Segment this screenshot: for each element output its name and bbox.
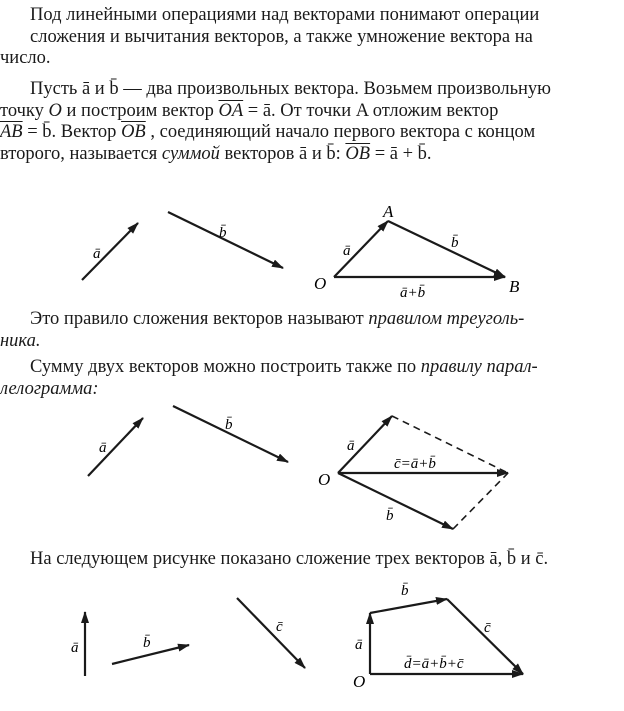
paragraph-three-vectors — [0, 549, 612, 571]
vector-b-label: b̄ — [225, 417, 233, 433]
vector-b-label: b̄ — [219, 225, 227, 241]
paragraph-linear-operations — [0, 5, 612, 70]
text-line — [0, 309, 612, 331]
point-a-label: A — [383, 202, 394, 221]
vector-a-label: ā — [71, 640, 79, 656]
vector-ab: $\overline{AB}$ — [0, 122, 23, 142]
triangle-ab-arrow — [388, 221, 505, 277]
text-line: ника. — [0, 330, 41, 351]
vector-b-label: b̄ — [143, 635, 151, 651]
text-fragment: второго, называется — [0, 143, 158, 164]
figure-triangle-rule — [0, 200, 624, 305]
text-fragment: векторов ā и b̄: — [224, 143, 341, 164]
text-line: Пусть ā и b̄ — два произвольных вектора. Возьмем произвольную — [30, 79, 551, 99]
triangle-a-label: ā — [343, 243, 351, 259]
figure-three-vectors — [0, 572, 624, 711]
parallelogram-dashed-side — [453, 473, 508, 529]
vector-oa: $\overline{OA}$ — [218, 100, 244, 121]
term-sum: суммой — [161, 143, 220, 164]
text-fragment: Это правило сложения векторов называют — [30, 309, 364, 329]
parallelogram-a-label: ā — [347, 438, 355, 454]
point-o-label: O — [353, 672, 366, 691]
chain-a-label: ā — [355, 637, 363, 653]
text-line: На следующем рисунке показано сложение трех векторов ā, b̄ и c̄. — [30, 549, 549, 569]
text-line — [0, 357, 612, 379]
point-b-label: B — [509, 277, 520, 296]
text-line: сложения и вычитания векторов, а также умножение вектора на — [30, 26, 533, 47]
text-fragment: точку — [0, 100, 44, 121]
figure-parallelogram-rule — [0, 398, 624, 540]
text-line — [0, 101, 612, 123]
text-line: лелограмма: — [0, 378, 99, 399]
vector-c-label: c̄ — [276, 619, 283, 635]
chain-b-arrow — [370, 599, 447, 613]
chain-b-label: b̄ — [401, 583, 409, 599]
vector-ob: $\overline{OB}$ — [345, 143, 371, 164]
paragraph-triangle-rule — [0, 309, 612, 352]
vector-a-label: ā — [99, 440, 107, 456]
vector-b-arrow — [112, 645, 189, 664]
chain-sum-label: d̄=ā+b̄+c̄ — [404, 656, 464, 672]
text-fragment: , соединяющий начало первого вектора с концом — [150, 122, 536, 142]
chain-c-label: c̄ — [484, 620, 491, 636]
point-o-label: O — [314, 274, 327, 293]
parallelogram-sum-label: c̄=ā+b̄ — [394, 456, 436, 472]
point-o: O — [48, 100, 62, 121]
paragraph-parallelogram-rule — [0, 357, 612, 400]
triangle-b-label: b̄ — [451, 235, 459, 251]
vector-c-arrow — [237, 598, 305, 668]
text-line — [0, 122, 612, 144]
text-fragment: = b̄. Вектор — [27, 122, 117, 142]
term-parallelogram-rule: правилу парал- — [420, 357, 538, 377]
point-o-label: O — [318, 470, 331, 489]
text-fragment: и построим вектор — [66, 100, 214, 121]
vector-a-label: ā — [93, 246, 101, 262]
text-fragment: Сумму двух векторов можно построить также по — [30, 357, 417, 377]
parallelogram-b-arrow — [338, 473, 453, 529]
text-line: число. — [0, 48, 51, 68]
vector-ob: $\overline{OB}$ — [121, 122, 146, 142]
term-triangle-rule: правилом треуголь- — [368, 309, 525, 329]
paragraph-sum-definition — [0, 79, 612, 165]
vector-b-arrow — [173, 406, 288, 462]
parallelogram-b-label: b̄ — [386, 508, 394, 524]
text-line — [0, 144, 612, 166]
triangle-sum-label: ā+b̄ — [400, 285, 426, 301]
text-fragment: = ā. От точки A отложим вектор — [247, 100, 499, 121]
text-line: Под линейными операциями над векторами понимают операции — [30, 5, 540, 25]
vector-a-arrow — [82, 223, 138, 280]
vector-a-arrow — [88, 418, 143, 476]
text-fragment: = ā + b̄. — [374, 143, 432, 164]
